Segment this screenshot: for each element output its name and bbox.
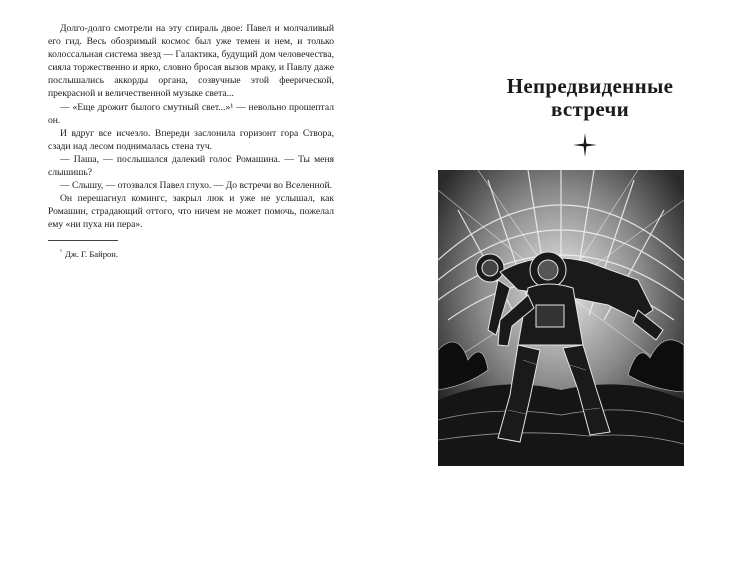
four-point-star-icon (572, 132, 598, 158)
chapter-title (455, 75, 725, 121)
paragraph: — «Еще дрожит былого смутный свет...»¹ — невольно прошептал он. (48, 101, 334, 126)
astronaut-carrying-astronaut-illustration (438, 170, 684, 466)
footnote-mark: ¹ (60, 248, 62, 255)
paragraph: И вдруг все исчезло. Впереди заслонила горизонт гора Створа, сзади над лесом поднималась стена туч. (48, 127, 334, 152)
right-page (375, 0, 750, 561)
paragraph: Он перешагнул комингс, закрыл люк и уже не услышал, как Ромашин, страдающий оттого, что ничем не может помочь, пожелал ему «ни пуха ни пера». (48, 193, 334, 231)
footnote-divider (48, 240, 118, 241)
paragraph: — Паша, — послышался далекий голос Ромашина. — Ты меня слышишь? (48, 153, 334, 179)
footnote (60, 246, 118, 260)
paragraph: Долго-долго смотрели на эту спираль двое: Павел и молчаливый его гид. Весь обозримый космос был уже темен и нем, и только колоссальная система звезд — Галактика, будущий дом человечества, сияла торжественно и ярко, словно бросая вызов мраку, и Павлу даже послышались аккорды органа, созвучные этой феерической, прекрасной и величественной музыке света... (48, 23, 334, 100)
body-text (48, 22, 334, 232)
footnote-text: Дж. Г. Байрон. (64, 248, 119, 259)
chapter-title-line: встречи (550, 97, 629, 121)
paragraph: — Слышу, — отозвался Павел глухо. — До встречи во Вселенной. (60, 180, 333, 192)
chapter-title-line: Непредвиденные (506, 74, 674, 98)
